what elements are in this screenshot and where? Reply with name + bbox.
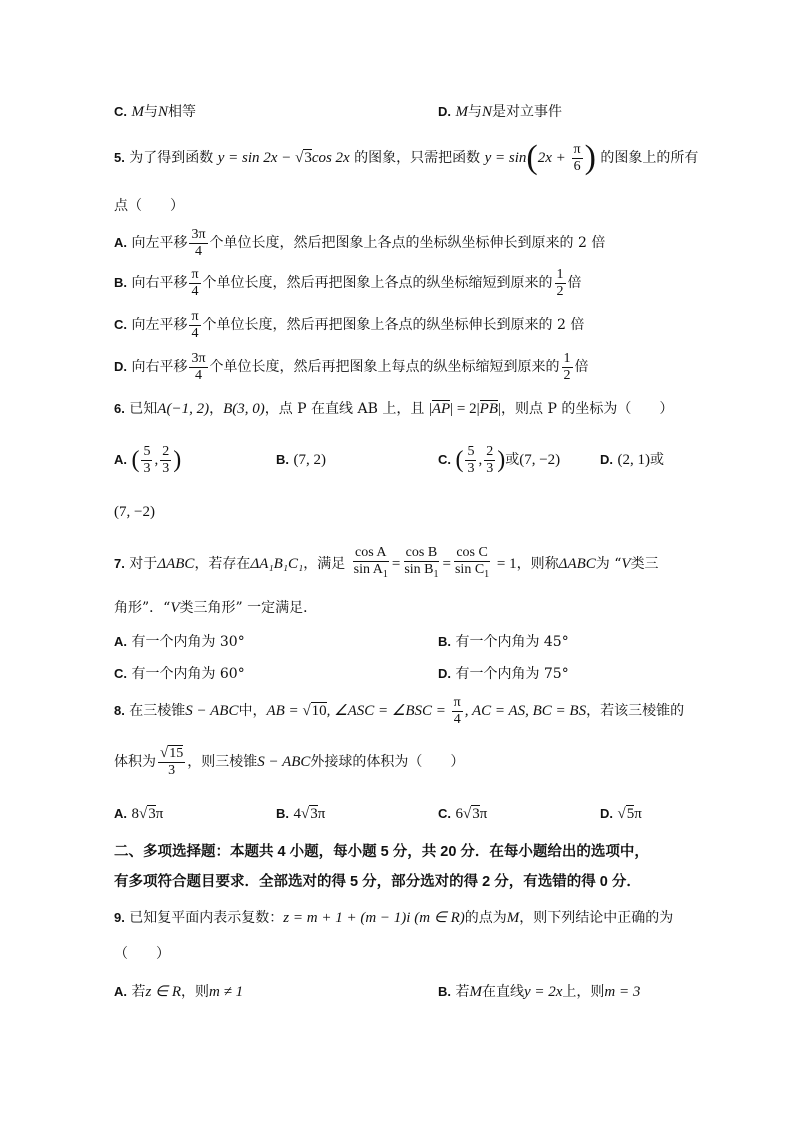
q8-option-b: B. 4√3π [276, 806, 326, 822]
fraction [189, 351, 207, 384]
text: 向右平移 [131, 275, 188, 291]
text: 若 [455, 984, 470, 1000]
section-2-heading-cont: 有多项符合题目要求．全部选对的得 5 分，部分选对的得 2 分，有选错的得 0 分． [114, 874, 641, 890]
option-label: D. [114, 359, 127, 374]
q8-option-d: D. √5π [600, 806, 642, 822]
text: 的图象上的所有 [600, 150, 699, 166]
fraction [484, 444, 495, 477]
option-label: B. [438, 634, 451, 649]
math: 10 [311, 703, 327, 719]
denominator: 2 [556, 283, 564, 299]
q9-stem [114, 908, 673, 928]
q5-option-d [114, 350, 589, 384]
option-label: A. [114, 452, 127, 467]
q7-option-b [438, 632, 569, 652]
math: π [317, 806, 326, 822]
math: M [469, 984, 482, 1000]
text: 在三棱锥 [129, 703, 186, 719]
denominator: 4 [194, 367, 202, 383]
math: S − ABC [185, 703, 239, 719]
text: 或 [649, 452, 664, 468]
text: 类三 [630, 556, 659, 572]
fraction [572, 142, 583, 175]
text: ，则称 [516, 556, 559, 572]
numerator: cos A [355, 545, 387, 561]
q7-option-a [114, 632, 245, 652]
option-text: 有一个内角为 60° [131, 666, 245, 682]
fraction [555, 267, 566, 300]
option-label: A. [114, 235, 127, 250]
math: ΔABC [558, 556, 596, 572]
math: π [479, 806, 488, 822]
math: N [157, 104, 168, 120]
text: 向左平移 [131, 235, 188, 251]
option-label: D. [600, 806, 613, 821]
math: = 1 [493, 556, 517, 572]
math: 3 [304, 150, 312, 166]
text: ， [209, 401, 224, 417]
text: ，若该三棱锥的 [586, 703, 685, 719]
text: 个单位长度，然后再把图象上每点的纵坐标缩短到原来的 [209, 359, 560, 375]
text: 已知 [129, 401, 158, 417]
q9-option-b [438, 982, 640, 1002]
fraction [465, 444, 476, 477]
option-label: C. [114, 317, 127, 332]
numerator: π [191, 266, 199, 282]
text: ，则三棱锥 [187, 754, 258, 770]
text: ，则下列结论中正确的为 [519, 910, 674, 926]
fraction [562, 351, 573, 384]
vector: PB [479, 401, 498, 417]
denominator: 2 [563, 367, 571, 383]
numerator: cos B [405, 545, 438, 561]
math: (7, −2) [519, 452, 561, 468]
text: 外接球的体积为（ ） [310, 754, 465, 770]
text: 对于 [129, 556, 158, 572]
numerator: 2 [162, 443, 170, 459]
text: 向右平移 [131, 359, 188, 375]
math: S − ABC [257, 754, 311, 770]
numerator: 3π [191, 350, 206, 366]
denominator: 3 [467, 460, 475, 476]
text: ，则点 P 的坐标为（ ） [501, 401, 674, 417]
math: , AC = AS, BC = BS [464, 703, 587, 719]
text: 为 “ [595, 556, 622, 572]
math: ΔABC [157, 556, 195, 572]
math: π [155, 806, 164, 822]
option-label: C. [438, 806, 451, 821]
option-label: C. [114, 666, 127, 681]
option-label: C. [114, 104, 127, 119]
math: A(−1, 2) [157, 401, 210, 417]
q6-option-a: A. ( $\frac{5}{3}$ , $\frac{2}{3}$ ) [114, 443, 182, 476]
math: ΔA₁B₁C₁ [250, 556, 304, 572]
text: 中， [238, 703, 267, 719]
q8-option-a: A. 8√3π [114, 806, 164, 822]
q5-option-b [114, 266, 582, 300]
math: π [634, 806, 642, 822]
question-number: 8. [114, 703, 125, 718]
math: m ≠ 1 [209, 984, 244, 1000]
text: 为了得到函数 [129, 150, 214, 166]
question-number: 7. [114, 556, 125, 571]
math: (7, −2) [114, 504, 155, 520]
math: y = sin [484, 150, 527, 166]
fraction: $\frac{\text{cos A}}{\sin A_1}$ [353, 545, 388, 580]
fraction: $\frac{\text{cos B}}{\sin B_1}$ [404, 545, 439, 580]
text: 相等 [167, 104, 196, 120]
text: ，则 [181, 984, 210, 1000]
text: ，满足 [303, 556, 346, 572]
denominator: sin A [353, 562, 383, 578]
text: 体积为 [114, 754, 156, 770]
option-label: D. [438, 666, 451, 681]
q8-stem-cont [114, 742, 464, 782]
text: 的点为 [464, 910, 507, 926]
fraction [189, 309, 200, 342]
numerator: 1 [556, 266, 564, 282]
fraction [189, 227, 207, 260]
text: 个单位长度，然后再把图象上各点的纵坐标缩短到原来的 [202, 275, 553, 291]
option-label: D. [438, 104, 451, 119]
numerator: 5 [143, 443, 151, 459]
math: 3 [148, 806, 156, 822]
q6-option-d-cont [114, 502, 155, 522]
math: 2x + [537, 150, 570, 166]
denominator: 4 [194, 243, 202, 259]
math: 3 [310, 806, 318, 822]
text: 向左平移 [131, 317, 188, 333]
math: y = 2x [523, 984, 563, 1000]
math: M [455, 104, 468, 120]
math: V [621, 556, 631, 572]
option-label: A. [114, 634, 127, 649]
q4-option-d [438, 102, 562, 122]
text: 上，则 [562, 984, 605, 1000]
fraction [452, 695, 463, 728]
option-label: B. [276, 806, 289, 821]
text: 点（ ） [114, 198, 184, 214]
fraction [189, 267, 200, 300]
denominator: sin C [454, 562, 485, 578]
section-2-heading: 二、多项选择题：本题共 4 小题，每小题 5 分，共 20 分．在每小题给出的选项中， [114, 844, 649, 860]
numerator: π [573, 141, 581, 157]
math: M [131, 104, 144, 120]
text: ，点 P 在直线 AB 上，且 [264, 401, 425, 417]
math: y = sin 2x − [217, 150, 296, 166]
math: (7, 2) [293, 452, 326, 468]
q6-stem: 6. 已知A(−1, 2)，B(3, 0)，点 P 在直线 AB 上，且 |AP| = 2|PB|，则点 P 的坐标为（ ） [114, 401, 674, 417]
vector: AP [431, 401, 451, 417]
math: 4 [293, 806, 301, 822]
math: = 2 [453, 401, 477, 417]
text: 的图象，只需把函数 [354, 150, 481, 166]
math: cos 2x [311, 150, 350, 166]
text: 已知复平面内表示复数： [129, 910, 284, 926]
q8-option-c: C. 6√3π [438, 806, 488, 822]
math: , ∠ASC = ∠BSC = [326, 703, 450, 719]
q4-option-c [114, 102, 196, 122]
option-label: B. [276, 452, 289, 467]
question-number: 9. [114, 910, 125, 925]
option-text: 有一个内角为 30° [131, 634, 245, 650]
denominator: 3 [162, 460, 170, 476]
numerator: 15 [169, 746, 184, 761]
text: 角形”．“ [114, 600, 171, 616]
q9-option-a [114, 982, 243, 1002]
numerator: π [191, 308, 199, 324]
text: ，若存在 [194, 556, 251, 572]
text: 在直线 [481, 984, 524, 1000]
math: 6 [455, 806, 463, 822]
numerator: π [453, 694, 461, 710]
numerator: 2 [486, 443, 494, 459]
text: 若 [131, 984, 146, 1000]
text: 是对立事件 [491, 104, 562, 120]
denominator: 6 [573, 158, 581, 174]
math: m = 3 [604, 984, 641, 1000]
q5-option-a [114, 226, 605, 260]
option-label: D. [600, 452, 613, 467]
q5-stem: 5. 为了得到函数 y = sin 2x − √3cos 2x 的图象，只需把函数 y = sin(2x + $\frac{\pi}{6}$ ) 的图象上的所有 [114, 139, 699, 176]
q7-option-d [438, 664, 569, 684]
text: 倍 [574, 359, 589, 375]
text: 倍 [567, 275, 582, 291]
text: 与 [143, 104, 158, 120]
q5-option-c [114, 308, 584, 342]
text: 与 [467, 104, 482, 120]
q8-stem: 8. 在三棱锥S − ABC中，AB = √10, ∠ASC = ∠BSC = $\frac{\pi}{4}$ , AC = AS, BC = BS，若该三棱锥的 [114, 694, 685, 727]
fraction: $\frac{√15}{3}$ [160, 745, 184, 778]
q6-option-c: C. ( $\frac{5}{3}$ , $\frac{2}{3}$ )或(7, −2) [438, 443, 561, 476]
q7-stem: 7. 对于ΔABC，若存在ΔA₁B₁C₁，满足 $\frac{\text{cos A}}{\sin A_1}$ = $\frac{\text{cos B}}{\sin B_1}$ = $\frac{\text{cos C}}{\sin C_1}$ = 1，则称ΔABC为 “V类三 [114, 544, 659, 584]
math: 5 [626, 806, 635, 822]
question-number: 5. [114, 150, 125, 165]
math: z = m + 1 + (m − 1)i (m ∈ R) [283, 910, 465, 926]
math: B(3, 0) [223, 401, 265, 417]
numerator: cos C [456, 545, 488, 561]
denominator: 3 [486, 460, 494, 476]
fraction [141, 444, 152, 477]
text: 个单位长度，然后把图象上各点的坐标纵坐标伸长到原来的 2 倍 [209, 235, 606, 251]
option-label: B. [438, 984, 451, 999]
q7-option-c [114, 664, 245, 684]
q7-stem-cont [114, 598, 317, 618]
numerator: 5 [467, 443, 475, 459]
q6-option-d [600, 450, 664, 470]
option-text: 有一个内角为 75° [455, 666, 569, 682]
text: 个单位长度，然后再把图象上各点的纵坐标伸长到原来的 2 倍 [202, 317, 585, 333]
q9-stem-cont [114, 944, 170, 964]
text: 类三角形” 一定满足． [179, 600, 318, 616]
math: z ∈ R [145, 984, 182, 1000]
option-text: 有一个内角为 45° [455, 634, 569, 650]
math: 8 [131, 806, 139, 822]
math: (2, 1) [617, 452, 650, 468]
fraction: $\frac{\text{cos C}}{\sin C_1}$ [454, 545, 490, 580]
q6-option-b [276, 450, 326, 470]
text: 或 [505, 452, 520, 468]
denominator: 3 [168, 763, 176, 778]
math: M [506, 910, 520, 926]
math: 3 [472, 806, 480, 822]
option-label: A. [114, 806, 127, 821]
math: V [170, 600, 180, 616]
option-label: B. [114, 275, 127, 290]
math: N [481, 104, 492, 120]
question-number: 6. [114, 401, 125, 416]
denominator: 3 [143, 460, 151, 476]
numerator: 3π [191, 226, 206, 242]
denominator: 4 [191, 283, 199, 299]
denominator: 4 [453, 711, 461, 727]
numerator: 1 [563, 350, 571, 366]
denominator: sin B [404, 562, 434, 578]
math: AB = [266, 703, 303, 719]
fraction [160, 444, 171, 477]
text: （ ） [114, 946, 170, 962]
denominator: 4 [191, 325, 199, 341]
q5-stem-cont [114, 196, 184, 216]
option-label: A. [114, 984, 127, 999]
option-label: C. [438, 452, 451, 467]
